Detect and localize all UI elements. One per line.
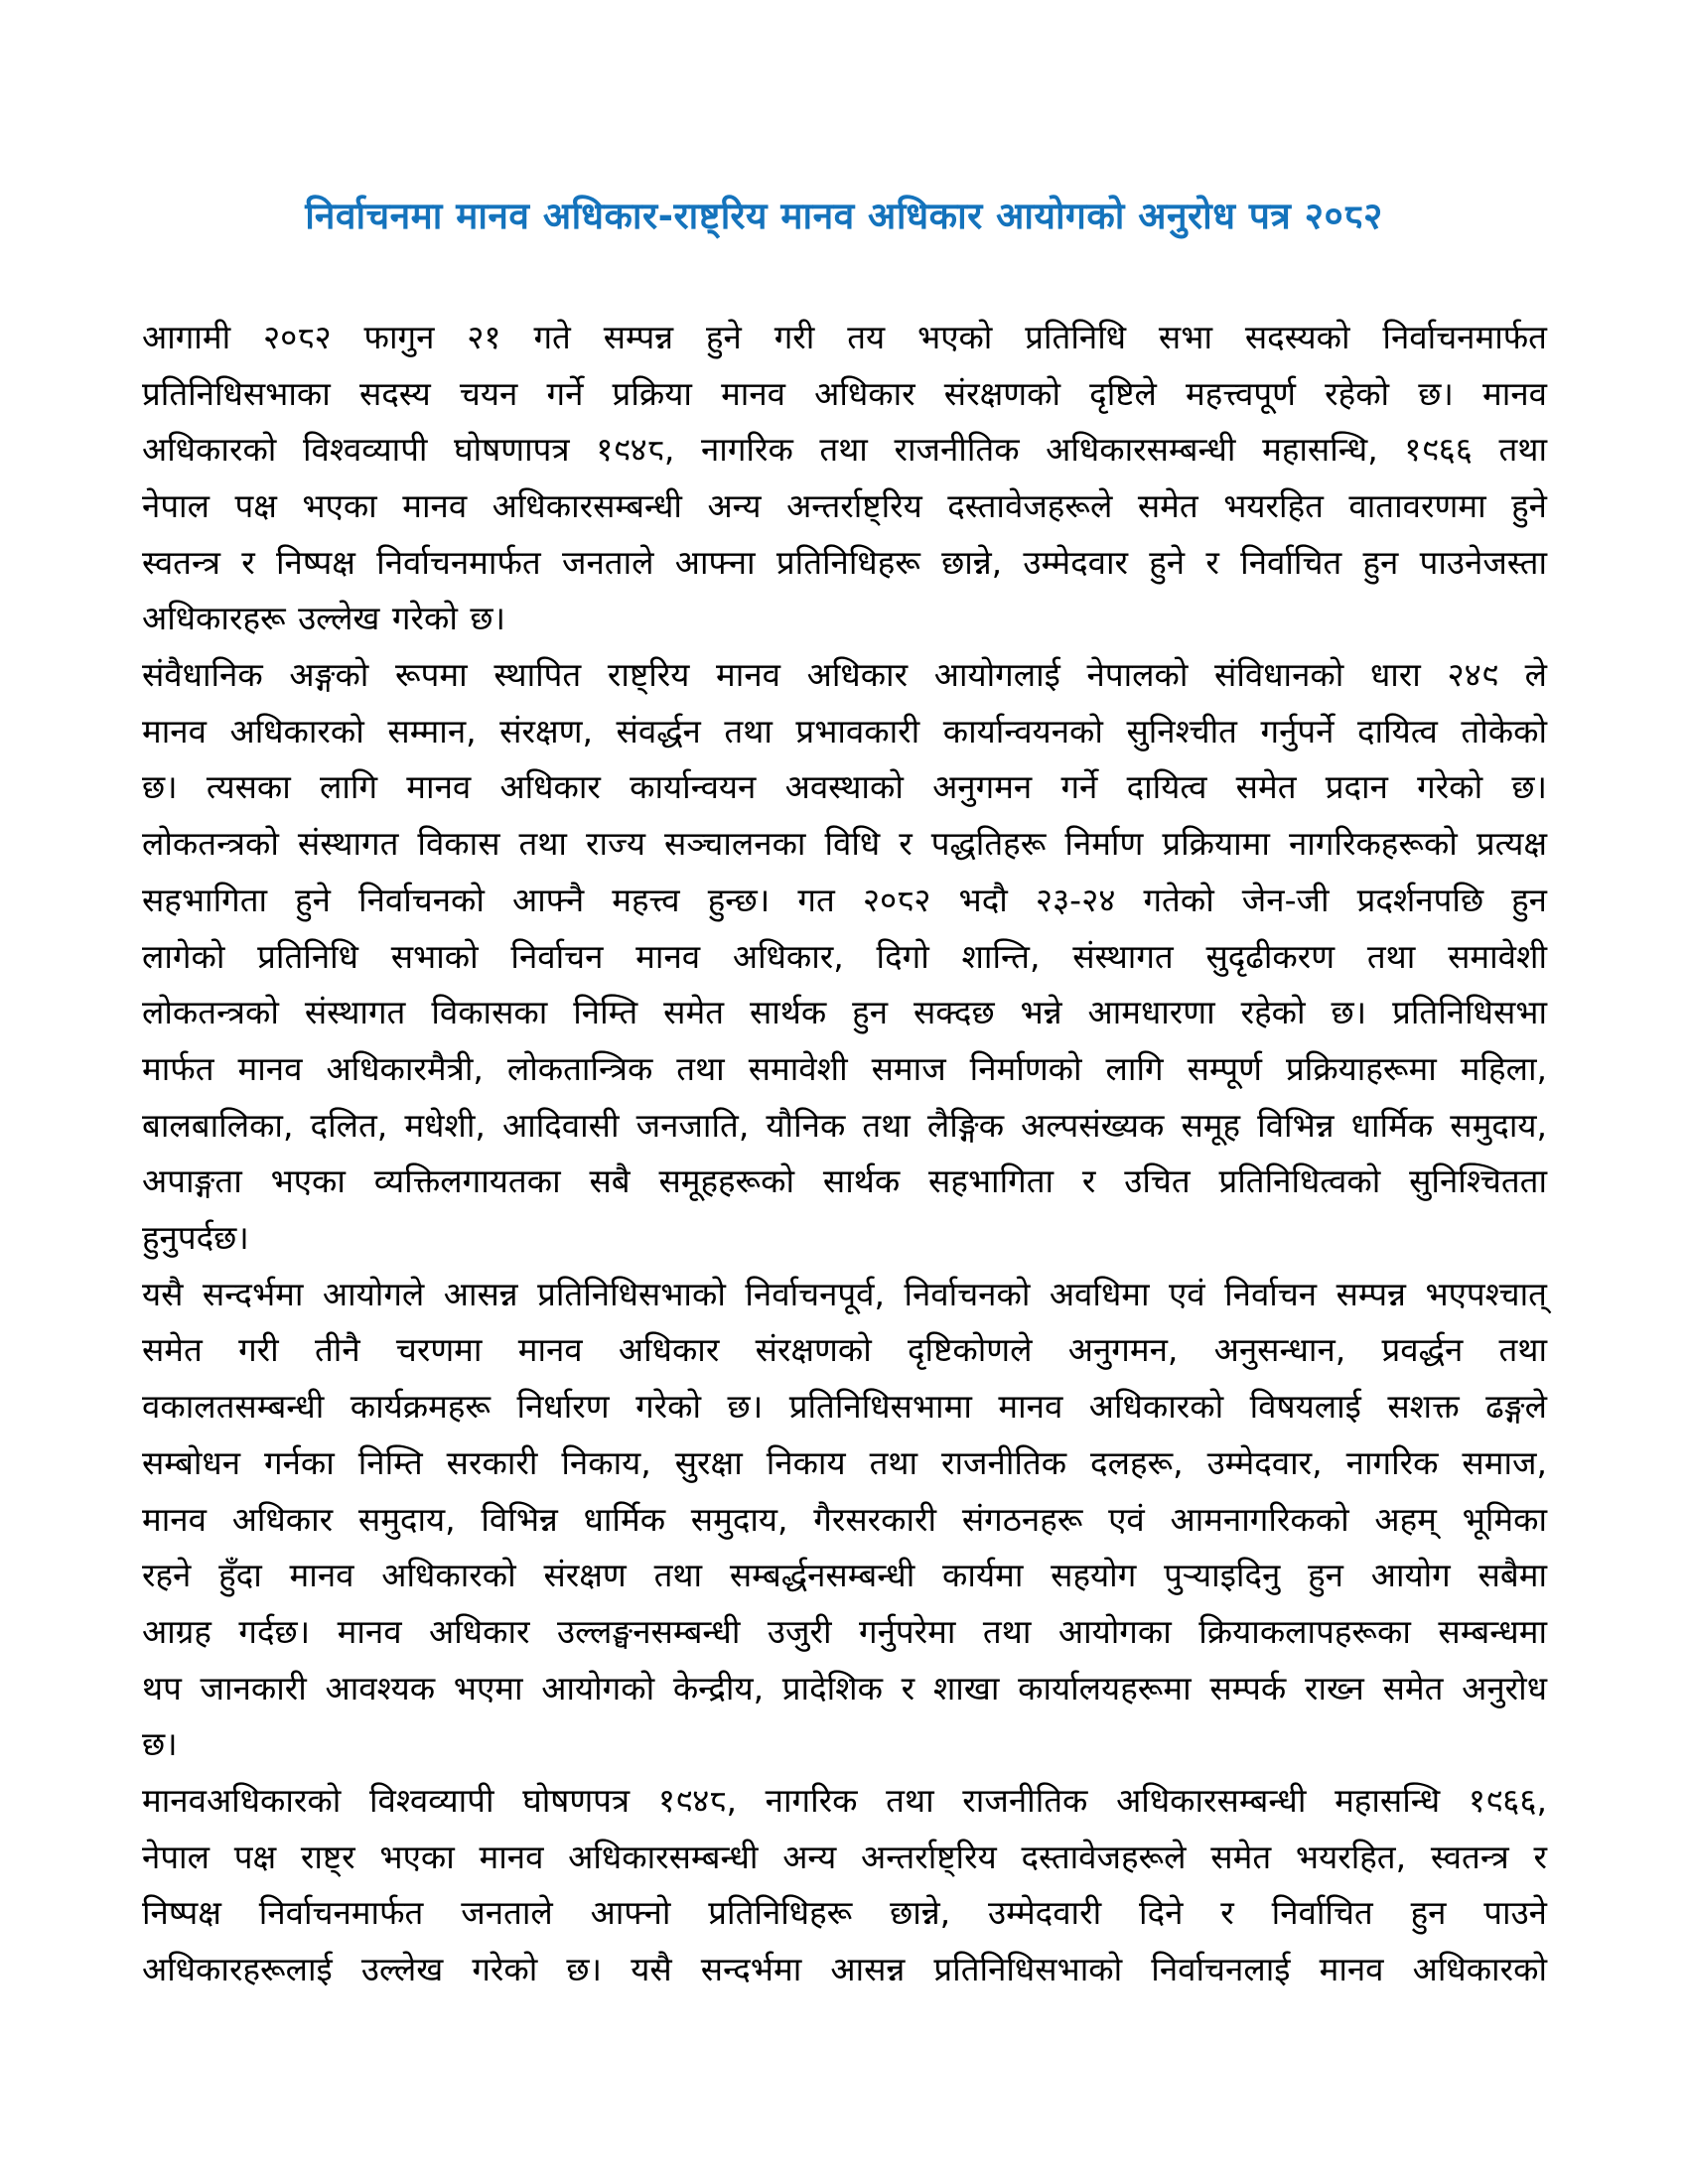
text-line: मार्फत मानव अधिकारमैत्री, लोकतान्त्रिक तथा समावेशी समाज निर्माणको लागि सम्पूर्ण प्रक्रियाहरूमा महिला, [142,1048,1547,1088]
text-line: नेपाल पक्ष भएका मानव अधिकारसम्बन्धी अन्य अन्तर्राष्ट्रिय दस्तावेजहरूले समेत भयरहित वातावरणमा हुने [142,485,1547,525]
text-line: छ। त्यसका लागि मानव अधिकार कार्यान्वयन अवस्थाको अनुगमन गर्ने दायित्व समेत प्रदान गरेको छ। [142,767,1547,807]
text-line: समेत गरी तीनै चरणमा मानव अधिकार संरक्षणको दृष्टिकोणले अनुगमन, अनुसन्धान, प्रवर्द्धन तथा [142,1330,1547,1370]
text-line: आग्रह गर्दछ। मानव अधिकार उल्लङ्घनसम्बन्धी उजुरी गर्नुपरेमा तथा आयोगका क्रियाकलापहरूका सम्बन्धमा [142,1611,1547,1651]
text-line: स्वतन्त्र र निष्पक्ष निर्वाचनमार्फत जनताले आफ्ना प्रतिनिधिहरू छान्ने, उम्मेदवार हुने र निर्वाचित हुन पाउनेजस्ता [142,542,1547,582]
text-line: यसै सन्दर्भमा आयोगले आसन्न प्रतिनिधिसभाको निर्वाचनपूर्व, निर्वाचनको अवधिमा एवं निर्वाचन सम्पन्न भएपश्चात् [142,1274,1547,1313]
text-line: लोकतन्त्रको संस्थागत विकासका निम्ति समेत सार्थक हुन सक्दछ भन्ने आमधारणा रहेको छ। प्रतिनिधिसभा [142,993,1547,1032]
text-line: अधिकारको विश्वव्यापी घोषणापत्र १९४८, नागरिक तथा राजनीतिक अधिकारसम्बन्धी महासन्धि, १९६६ तथा [142,430,1547,470]
text-line: लोकतन्त्रको संस्थागत विकास तथा राज्य सञ्चालनका विधि र पद्धतिहरू निर्माण प्रक्रियामा नागरिकहरूको प्रत्यक्ष [142,824,1547,864]
text-line: अधिकारहरूलाई उल्लेख गरेको छ। यसै सन्दर्भमा आसन्न प्रतिनिधिसभाको निर्वाचनलाई मानव अधिकारको [142,1950,1547,1989]
text-line: मानव अधिकारको सम्मान, संरक्षण, संवर्द्धन तथा प्रभावकारी कार्यान्वयनको सुनिश्चीत गर्नुपर्ने दायित्व तोकेको [142,711,1547,751]
text-line: अधिकारहरू उल्लेख गरेको छ। [142,599,506,638]
text-line: वकालतसम्बन्धी कार्यक्रमहरू निर्धारण गरेको छ। प्रतिनिधिसभामा मानव अधिकारको विषयलाई सशक्त ढङ्गले [142,1387,1547,1427]
text-line: रहने हुँदा मानव अधिकारको संरक्षण तथा सम्बर्द्धनसम्बन्धी कार्यमा सहयोग पुऱ्याइदिनु हुन आयोग सबैमा [142,1556,1547,1595]
text-line: मानवअधिकारको विश्वव्यापी घोषणपत्र १९४८, नागरिक तथा राजनीतिक अधिकारसम्बन्धी महासन्धि १९६६, [142,1781,1547,1821]
text-line: हुनुपर्दछ। [142,1218,249,1258]
page-title: निर्वाचनमा मानव अधिकार-राष्ट्रिय मानव अधिकार आयोगको अनुरोध पत्र २०८२ [305,195,1383,237]
text-line: थप जानकारी आवश्यक भएमा आयोगको केन्द्रीय, प्रादेशिक र शाखा कार्यालयहरूमा सम्पर्क राख्न समेत अनुरोध [142,1668,1547,1707]
text-line: लागेको प्रतिनिधि सभाको निर्वाचन मानव अधिकार, दिगो शान्ति, संस्थागत सुदृढीकरण तथा समावेशी [142,936,1547,976]
document-body [142,310,1547,1998]
text-line: आगामी २०८२ फागुन २१ गते सम्पन्न हुने गरी तय भएको प्रतिनिधि सभा सदस्यको निर्वाचनमार्फत [142,317,1547,356]
text-line: अपाङ्गता भएका व्यक्तिलगायतका सबै समूहहरूको सार्थक सहभागिता र उचित प्रतिनिधित्वको सुनिश्चितता [142,1161,1547,1201]
text-line: संवैधानिक अङ्गको रूपमा स्थापित राष्ट्रिय मानव अधिकार आयोगलाई नेपालको संविधानको धारा २४९ ले [142,655,1547,695]
text-line: सम्बोधन गर्नका निम्ति सरकारी निकाय, सुरक्षा निकाय तथा राजनीतिक दलहरू, उम्मेदवार, नागरिक समाज, [142,1442,1547,1482]
text-line: प्रतिनिधिसभाका सदस्य चयन गर्ने प्रक्रिया मानव अधिकार संरक्षणको दृष्टिले महत्त्वपूर्ण रहेको छ। मानव [142,373,1547,413]
text-line: बालबालिका, दलित, मधेशी, आदिवासी जनजाति, यौनिक तथा लैङ्गिक अल्पसंख्यक समूह विभिन्न धार्मिक समुदाय, [142,1105,1547,1145]
text-line: छ। [142,1724,178,1764]
text-line: निष्पक्ष निर्वाचनमार्फत जनताले आफ्नो प्रतिनिधिहरू छान्ने, उम्मेदवारी दिने र निर्वाचित हुन पाउने [142,1893,1547,1933]
text-line: मानव अधिकार समुदाय, विभिन्न धार्मिक समुदाय, गैरसरकारी संगठनहरू एवं आमनागरिकको अहम् भूमिका [142,1499,1547,1539]
text-line: नेपाल पक्ष राष्ट्र भएका मानव अधिकारसम्बन्धी अन्य अन्तर्राष्ट्रिय दस्तावेजहरूले समेत भयरहित, स्वतन्त्र र [142,1837,1547,1876]
text-line: सहभागिता हुने निर्वाचनको आफ्नै महत्त्व हुन्छ। गत २०८२ भदौ २३-२४ गतेको जेन-जी प्रदर्शनपछि हुन [142,880,1547,919]
